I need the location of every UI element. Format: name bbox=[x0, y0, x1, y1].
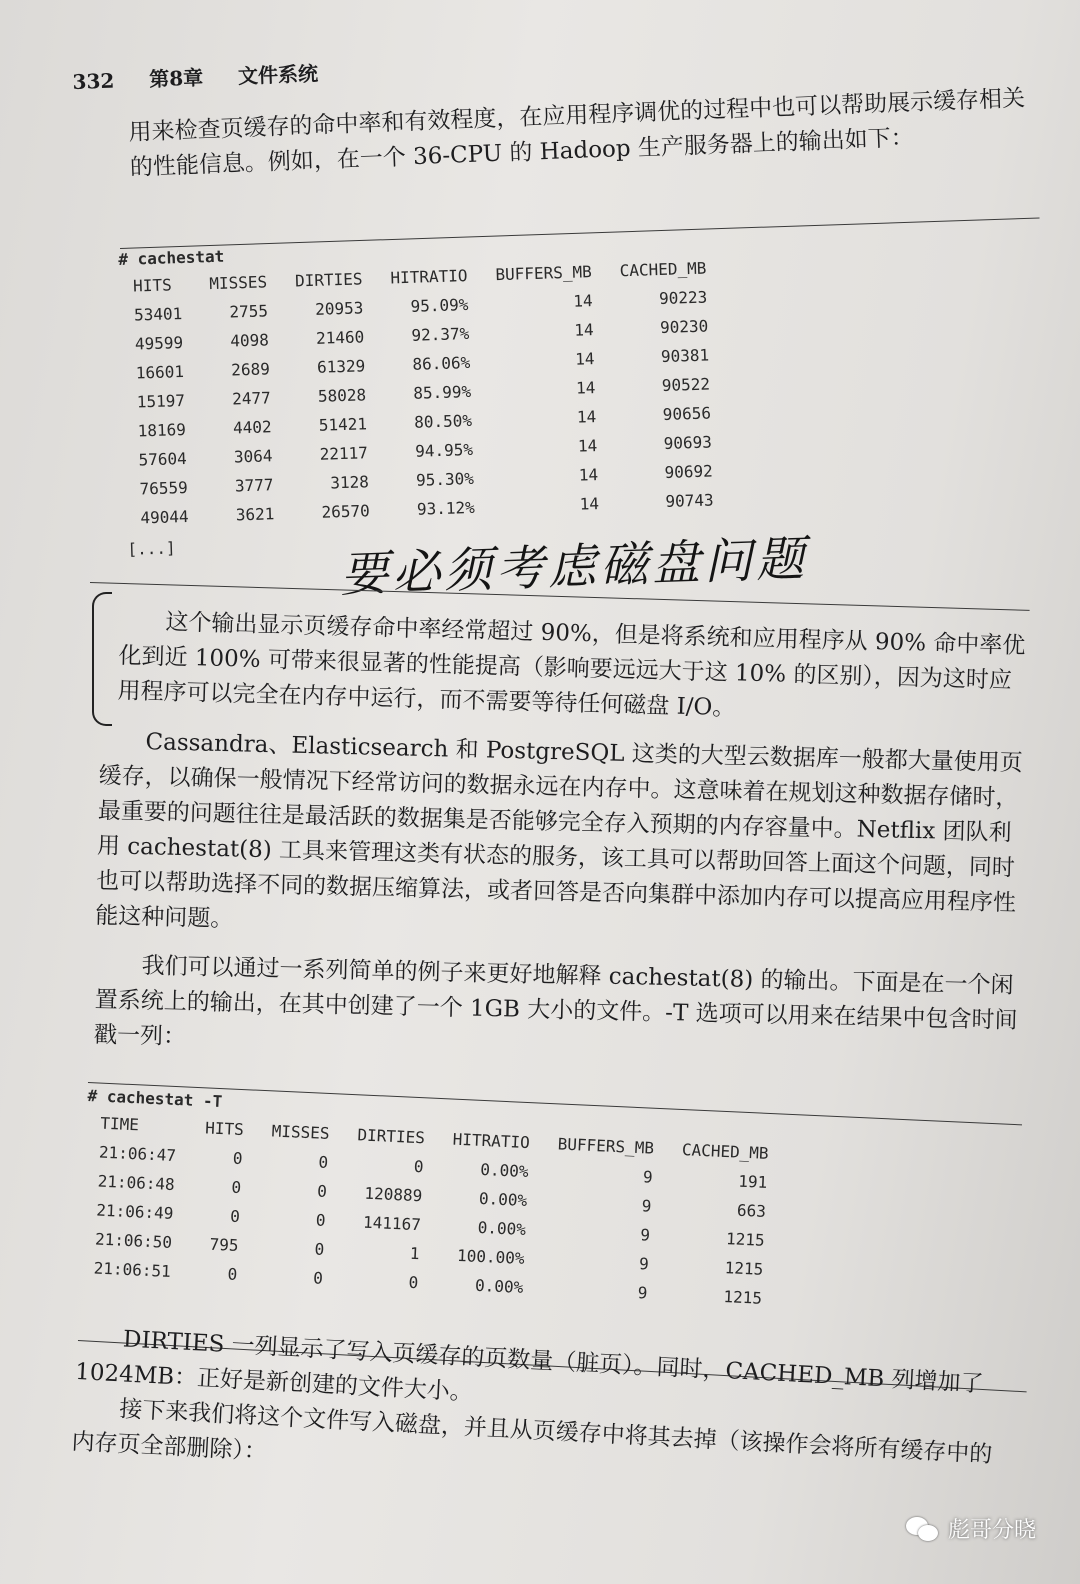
table-cell: 1 bbox=[409, 1243, 420, 1264]
table-cell: 80.50% bbox=[413, 410, 473, 432]
table-cell: 14 bbox=[574, 349, 595, 369]
column-header: BUFFERS_MB bbox=[495, 262, 593, 285]
table-cell: 85.99% bbox=[413, 381, 472, 403]
table-cell: 90230 bbox=[659, 316, 709, 338]
table-cell: 90692 bbox=[664, 461, 714, 482]
table-cell: 663 bbox=[736, 1200, 767, 1221]
table-cell: 0 bbox=[231, 1177, 242, 1198]
paragraph-example: 我们可以通过一系列简单的例子来更好地解释 cachestat(8) 的输出。下面是在一个闲置系统上的输出，在其中创建了一个 1GB 大小的文件。-T 选项可以用来在结果中包含时间戳一列： bbox=[93, 953, 1018, 1051]
cachestat-t-table bbox=[79, 1113, 783, 1314]
table-cell: 14 bbox=[575, 378, 596, 398]
page-header bbox=[72, 56, 346, 95]
table-cell: 90743 bbox=[665, 490, 714, 511]
paragraph-dirties bbox=[71, 1320, 1017, 1509]
column-header: MISSES bbox=[271, 1121, 330, 1143]
column-header: HITS bbox=[204, 1118, 245, 1140]
paragraph-databases: Cassandra、Elasticsearch 和 PostgreSQL 这类的大型云数据库一般都大量使用页缓存，以确保一般情况下经常访问的数据永远在内存中。这意味着在规划这种数据存储时，最重要的问题往往是最活跃的数据集是否能够完全存入预期的内存容量中。Netflix 团队利用 cachestat(8) 工具来管理这类有状态的服务，该工具可以帮助回答上面这个问题，同时也可以帮助选择不同的数据压缩算法，或者回答是否向集群中添加内存可以提高应用程序性能这种问题。 bbox=[94, 729, 1024, 933]
wechat-watermark bbox=[906, 1513, 1036, 1544]
table-cell: 21460 bbox=[315, 327, 365, 348]
table-cell: 49044 bbox=[140, 506, 189, 528]
table-cell: 9 bbox=[638, 1254, 650, 1274]
table-cell: 120889 bbox=[364, 1183, 423, 1206]
table-cell: 14 bbox=[578, 465, 599, 485]
watermark-text: 彪哥分晓 bbox=[947, 1518, 1036, 1543]
table-cell: 2755 bbox=[229, 301, 269, 322]
cachestat-table bbox=[119, 258, 728, 534]
table-cell: 15197 bbox=[136, 390, 186, 412]
chapter-title: 文件系统 bbox=[237, 61, 319, 89]
paragraph-hitratio: 这个输出显示页缓存命中率经常超过 90%，但是将系统和应用程序从 90% 命中率优化到近 100% 可带来很显著的性能提高（影响要远远大于这 10% 的区别），因为这时应用程序可以完全在内存中运行，而不需要等待任何磁盘 I/O。 bbox=[117, 609, 1026, 722]
table-cell: 0 bbox=[312, 1268, 324, 1288]
table-cell: 0.00% bbox=[474, 1275, 524, 1297]
handwritten-note: 要必须考虑磁盘问题 bbox=[339, 530, 810, 604]
paragraph-next-text: 接下来我们将这个文件写入磁盘，并且从页缓存中将其去掉（该操作会将所有缓存中的内存页全部删除）： bbox=[70, 1396, 993, 1469]
table-cell: 141167 bbox=[362, 1212, 422, 1235]
column-header: CACHED_MB bbox=[681, 1140, 769, 1163]
table-cell: 95.30% bbox=[415, 468, 475, 490]
table-cell: 90381 bbox=[660, 345, 710, 366]
column-header: CACHED_MB bbox=[619, 258, 707, 281]
table-cell: 57604 bbox=[138, 448, 188, 470]
table-cell: 90656 bbox=[662, 403, 712, 424]
table-cell: 22117 bbox=[319, 443, 369, 464]
table-cell: 14 bbox=[577, 436, 598, 456]
column-header: HITS bbox=[132, 275, 172, 296]
table-cell: 2689 bbox=[230, 359, 271, 380]
table-cell: 20953 bbox=[314, 298, 364, 319]
column-header: MISSES bbox=[208, 272, 268, 294]
paragraph-dirties-text: DIRTIES 一列显示了写入页缓存的页数量（脏页）。同时，CACHED_MB 列增加了 1024MB：正好是新创建的文件大小。 bbox=[74, 1326, 985, 1406]
table-cell: 1215 bbox=[725, 1229, 766, 1250]
table-cell: 92.37% bbox=[411, 324, 470, 345]
table-cell: 90223 bbox=[658, 287, 708, 309]
table-cell: 51421 bbox=[318, 414, 368, 435]
table-cell: 0 bbox=[413, 1156, 424, 1177]
table-cell: 90522 bbox=[661, 374, 711, 395]
table-cell: 0 bbox=[229, 1206, 241, 1227]
column-header: HITRATIO bbox=[390, 266, 468, 288]
table-cell: 3621 bbox=[235, 504, 275, 525]
table-cell: 100.00% bbox=[456, 1245, 525, 1268]
table-cell: 2477 bbox=[231, 388, 271, 409]
table-cell: 14 bbox=[579, 494, 600, 514]
table-cell: 0 bbox=[315, 1210, 326, 1230]
table-cell: 0 bbox=[408, 1272, 419, 1293]
table-cell: 21:06:48 bbox=[97, 1171, 176, 1195]
table-cell: 1215 bbox=[723, 1287, 763, 1308]
table-cell: 21:06:49 bbox=[95, 1200, 174, 1223]
table-cell: 9 bbox=[642, 1167, 654, 1187]
column-header: HITRATIO bbox=[452, 1129, 531, 1153]
page-number: 332 bbox=[72, 68, 115, 94]
table-cell: 0.00% bbox=[479, 1159, 529, 1182]
column-header: DIRTIES bbox=[294, 269, 363, 291]
table-cell: 0.00% bbox=[478, 1188, 528, 1211]
table-cell: 3777 bbox=[234, 475, 274, 496]
table-cell: 53401 bbox=[133, 304, 183, 325]
table-cell: 49599 bbox=[134, 333, 184, 354]
table-cell: 4098 bbox=[230, 330, 270, 351]
cachestat-t-output bbox=[79, 1086, 784, 1314]
table-cell: 1215 bbox=[724, 1258, 764, 1279]
table-cell: 0 bbox=[227, 1264, 238, 1284]
table-cell: 4402 bbox=[232, 417, 272, 438]
table-cell: 21:06:51 bbox=[93, 1258, 172, 1281]
table-cell: 3064 bbox=[233, 446, 273, 467]
table-cell: 21:06:47 bbox=[98, 1142, 177, 1166]
table-cell: 0 bbox=[316, 1181, 328, 1201]
table-cell: 191 bbox=[737, 1171, 768, 1192]
table-cell: 61329 bbox=[316, 356, 366, 377]
wechat-icon bbox=[906, 1515, 940, 1543]
table-cell: 94.95% bbox=[414, 439, 474, 461]
table-cell: 14 bbox=[576, 407, 597, 427]
table-cell: 95.09% bbox=[410, 295, 469, 316]
table-cell: 21:06:50 bbox=[94, 1229, 173, 1252]
table-cell: 14 bbox=[573, 320, 594, 340]
table-cell: 76559 bbox=[139, 477, 188, 499]
cachestat-output bbox=[118, 231, 729, 559]
chapter-label: 第8章 bbox=[148, 65, 204, 92]
table-cell: 9 bbox=[637, 1283, 648, 1303]
table-cell: 0 bbox=[314, 1239, 325, 1259]
table-cell: 14 bbox=[573, 291, 593, 311]
table-cell: 58028 bbox=[317, 385, 367, 406]
table-cell: 16601 bbox=[135, 361, 185, 383]
command-line: # cachestat bbox=[118, 246, 225, 269]
column-header: BUFFERS_MB bbox=[557, 1134, 655, 1158]
table-cell: 9 bbox=[639, 1225, 651, 1245]
table-cell: 26570 bbox=[321, 501, 371, 522]
table-cell: 90693 bbox=[663, 432, 713, 453]
table-cell: 795 bbox=[209, 1234, 239, 1255]
table-cell: 9 bbox=[641, 1196, 652, 1216]
column-header: DIRTIES bbox=[357, 1125, 426, 1148]
handdrawn-bracket bbox=[92, 592, 112, 726]
table-cell: 3128 bbox=[329, 472, 370, 493]
table-cell: 86.06% bbox=[412, 352, 471, 374]
command-line-2: # cachestat -T bbox=[87, 1086, 223, 1112]
table-cell: 0 bbox=[318, 1152, 329, 1172]
table-cell: 0 bbox=[232, 1148, 243, 1169]
table-cell: 93.12% bbox=[416, 497, 476, 519]
table-cell: 18169 bbox=[137, 419, 187, 441]
output-ellipsis: [...] bbox=[127, 538, 176, 559]
column-header: TIME bbox=[99, 1113, 140, 1135]
paragraph-intro: 用来检查页缓存的命中率和有效程度，在应用程序调优的过程中也可以帮助展示缓存相关的性能信息。例如，在一个 36-CPU 的 Hadoop 生产服务器上的输出如下： bbox=[128, 85, 1026, 181]
table-cell: 0.00% bbox=[477, 1217, 527, 1239]
